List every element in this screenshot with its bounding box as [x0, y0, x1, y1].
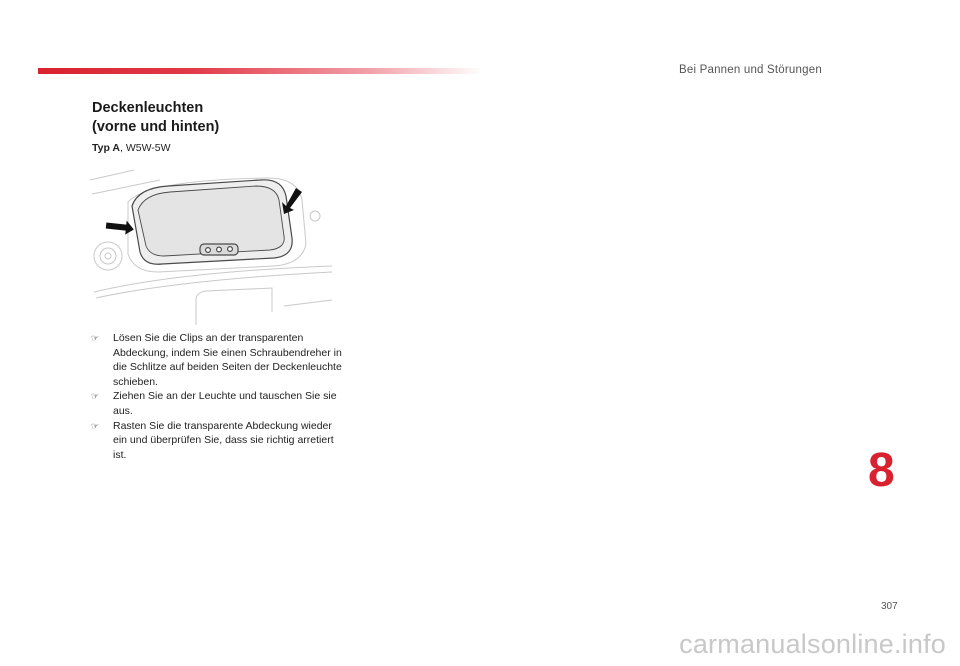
- heading-line-2: (vorne und hinten): [92, 119, 220, 135]
- left-clip-arrow-icon: [105, 219, 134, 236]
- pointing-hand-icon: ☞: [91, 391, 100, 402]
- ceiling-light-illustration: [88, 160, 334, 328]
- instruction-steps: [91, 331, 343, 462]
- step-text: Lösen Sie die Clips an der transparenten Abdeckung, indem Sie einen Schraubendreher in die Schlitze auf beiden Seiten der Deckenleuchte schieben.: [113, 332, 342, 388]
- section-title: Bei Pannen und Störungen: [679, 64, 822, 76]
- instruction-step: [91, 419, 343, 463]
- heading-line-1: Deckenleuchten: [92, 100, 204, 116]
- bulb-type-line: [92, 142, 171, 154]
- pointing-hand-icon: ☞: [91, 420, 100, 431]
- step-text: Ziehen Sie an der Leuchte und tauschen Sie sie aus.: [113, 390, 337, 417]
- instruction-step: [91, 331, 343, 389]
- watermark: carmanualsonline.info: [679, 629, 946, 659]
- instruction-step: [91, 389, 343, 418]
- page-number: 307: [881, 601, 898, 612]
- step-text: Rasten Sie die transparente Abdeckung wieder ein und überprüfen Sie, dass sie richtig arretiert ist.: [113, 419, 334, 461]
- bulb-type-label: Typ A: [92, 142, 120, 154]
- chapter-number: 8: [868, 444, 895, 497]
- page-heading: [92, 99, 219, 137]
- bulb-type-value: , W5W-5W: [120, 142, 171, 154]
- header-accent-bar: [38, 68, 483, 74]
- pointing-hand-icon: ☞: [91, 333, 100, 343]
